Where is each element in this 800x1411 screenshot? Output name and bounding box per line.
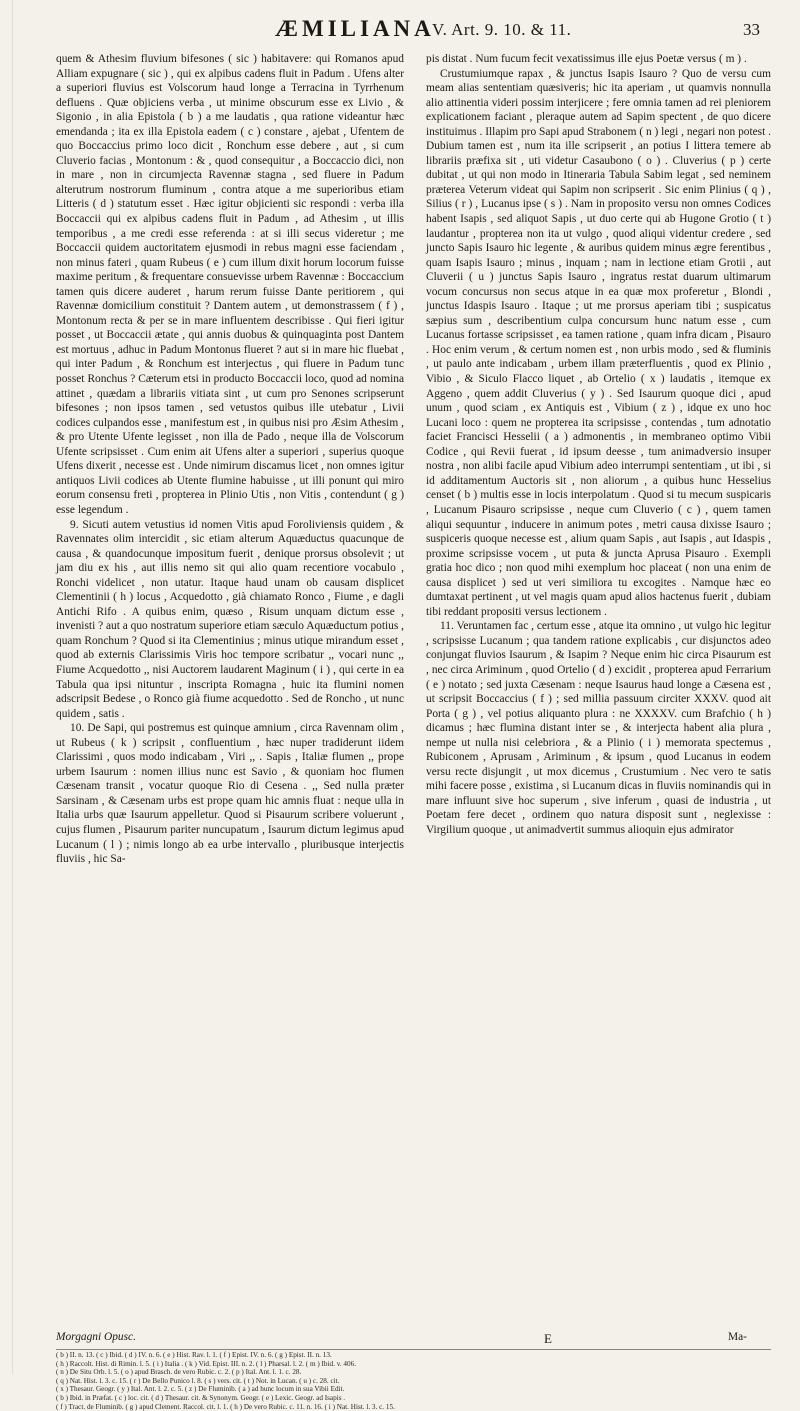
binding-edge xyxy=(12,0,13,1374)
verse-quotation: Crustumiumque rapax , & junctus Isapis Isauro ? Quo de versu cum meam alias sententiam quæsiveris; hic ita aperiam , ut quamvis nonnulla alio attinentia videri possim interjicere ; fere omnia tamen ad rei pleniorem explicationem faciant , pleraque autem ad Sapim spectent , de quo dicere instituimus . Illapim pro Sapi apud Strabonem ( n ) legi , negari non potest . Dubium tamen est , num ita ille scripserit , an potius I littera temere ab librariis præfixa sit , uti videtur Casaubono ( o ) . Cluverius ( p ) certe dubitat , ut qui non modo in Itineraria Tabula Sabim legat , sed neminem præterea Veterum videat qui Sapim non scripserit . Sic enim Plinius ( q ) , Silius ( r ) , Lucanus ipse ( s ) . Nam in proposito versu non omnes Codices habent Isapis , sed aliquot Sapis , ut duo certe qui ab Hugone Grotio ( t ) laudantur , propterea non ita ut vulgo , quod aliqui videntur credere , sed juncto Sapis Isauro hic legente , & auribus quidem minus ægre ferentibus , quam Isapis Isauro ; minus , inquam ; nam in lectione etiam Grotii , aut Cluverii ( u ) junctus Sapis Isauro , ingratus restat duarum ultimarum vocum concursus non secus atque in ea quæ mox proferetur , Blondi , junctus Idaspis Isauro . Itaque ; ut me prorsus aperiam tibi ; suspicatus sæpius sum , describentium culpa concursum hunc natum esse , cum Lucanus fortasse scripsisset , ea tamen ratione , quam infra dicam , Pisauro . Hoc enim verum , & certum nomen est , non urbis modo , sed & fluminis , ut paulo ante indicabam , urbem illam præterfluentis , quod ex Plinio , Vibio , & Siculo Flacco liquet , ab Ortelio ( x ) laudatis , itemque ex Aggeno , quem addit Cluverius ( y ) . Sed Isaurum quoque dici , apud unum , quod sciam , ex Antiquis est , Vibium ( z ) , idque ex uno hoc Lucani loco : quem ne propterea ita scripsisse , contendas , tum adnotatio faciet Francisci Hesselii ( a ) admonentis , in membraneo optimo Vibii Codice , qui Revii fuerat , id ipsum deesse , tum animadversio insuper nostra , non alibi facile apud Vibium adeo interrumpi sententiam , ut ibi , si id additamentum Auctoris sit , non aliorum , a quibus hunc Hesselius censet ( b ) multis esse in locis interpolatum . Quod si tu mecum suspicaris , Lucanum Pisauro scripsisse , neque cum Cluverio ( c ) , quem tamen aliqui sequuntur , inducere in animum potes , metri causa dixisse Isauro ; suspiceris quoque necesse est , alium quam Sapis , aut Isapis , aut Idaspis , proxime scripsisse vocem , ut puta & juncta Aprusa Pisauro . Exempli gratia hoc dico ; non quod mihi exemplum hoc placeat ( non una enim de causa displicet ) sed ut veri similiora tu excogites . Namque hæc eo dumtaxat pertinent , ut vel magis quam apud alios hactenus fuerit , dubiam tibi reddant propositi versus lectionem . xyxy=(426,67,771,618)
running-title: ÆMILIANA xyxy=(275,16,435,41)
paragraph: quem & Athesim fluvium bifesones ( sic ) habitavere: qui Romanos apud Alliam expugnare ( sic ) , qui ex alpibus cadens fluit in Padum . Ufens alter a superiori fluvius est Volscorum haud longe a Terracina in Tyrrhenum defluens . Quæ objiciens verba , ut minime obscurum esse ex Livio , & Sigonio , in alia Epistola ( b ) a me laudatis , qua ratione videantur hæc emendanda ; ita ex illa Epistola eadem ( c ) constare , ajebat , Ufentem de quo Boccaccius primo loco dicit , Ronchum esse debere , aut , si cum Cluverio facias , Montonum : & , quod consequitur , a Boccaccio dici, non in mare , non in circumjecta Ravennæ stagna , sed fluere in Padum alterutrum nostrorum fluminum , contra atque a me superioribus etiam Litteris ( d ) statutum esset . Hæc igitur objicienti sic respondi : verba illa Boccaccii qui ex alpibus cadens fluit in Padum , ad Athesim , ut illis temporibus , a me credi esse referenda : at si illi secus videretur ; me Boccaccii quidem auctoritatem ejusmodi in rebus magni esse faciendam , non minus fateri , quam Rubeus ( e ) cum illum dixit horum locorum fuisse maxime peritum , & frequentare consuevisse urbem Ravennæ : Boccaccium tamen quis dicere auderet , harum rerum fuisse Dante peritiorem , qui Ravennæ domicilium constituit ? Dantem autem , ut demonstrassem ( f ) , Montonum recta & per se in mare influentem describisse . Qui fieri igitur posset , ut Boccaccii ætate , qui annis duobus & quinquaginta post Dantem est mortuus , adhuc in Padum Montonus flueret ? aut si in mare hic fluebat , qui inter Padum , & Ronchum est interjectus , qui fluere in Padum tunc posset Ronchus ? Cæterum etsi in producto Boccaccii loco, quod ad nomina attinet , quædam a librariis vitiata sint , ut cum pro Senones scripserunt bifesones ; non ipsos tamen , sed vetustos quibus ille utebatur , Livii codices culpandos esse , manifestum est , in quibus nisi pro Æsim Athesim , & pro Utente Ufente legisset , non illa de Pado , neque illa de Volscorum Ufente scripsisset . Cum enim ait Ufens alter a superiori , superius quoque Ufens dixerit , necesse est . Unde nimirum discamus licet , non omnes igitur antiquos Livii codices ab Utente flumine habuisse , ut illi ponunt qui miro eorum consensu freti , propterea in Plinio Utis , non Vitis , contendunt ( g ) esse legendum . xyxy=(56,53,404,516)
paragraph: pis distat . Num fucum fecit vexatissimus ille ejus Poetæ versus ( m ) . xyxy=(426,53,747,65)
paragraph: 10. De Sapi, qui postremus est quinque amnium , circa Ravennam olim , ut Rubeus ( k ) scripsit , confluentium , hæc nuper tradiderunt iidem Clarissimi , quos modo indicabam , Viri ,, . Sapis , Italiæ flumen ,, prope urbem Isaurum : nomen illius nunc est Savio , & quoniam hoc flumen Cæsenam transit , vocatur quoque Rio di Cesena . ,, Sed nulla præter Sarsinam , & Cæsenam urbs est prope quam hic amnis fluat : neque ulla in Italia urbs quæ Isaurum appelletur. Quod si Pisaurum scribere voluerunt , cujus flumen , Pisaurum pariter nuncupatum , Isaurum dictum legimus apud Lucanum ( l ) ; nimis longo ab ea urbe intervallo , pluribusque interjectis fluviis , hic Sa- xyxy=(56,722,404,866)
page-number: 33 xyxy=(743,20,760,39)
footnote-line: ( b ) II. n. 13. ( c ) Ibid. ( d ) IV. n. 6. ( e ) Hist. Rav. l. 1. ( f ) Epist. IV. n. 6. ( g ) Epist. II. n. 13. xyxy=(56,1351,332,1359)
footnote-line: ( f ) Tract. de Fluminib. ( g ) apud Clement. Raccol. cit. l. 1. ( h ) De vero Rubic. c. 11. n. 16. ( i ) Nat. Hist. l. 3. c. 15. xyxy=(56,1402,395,1411)
footnote-line: ( x ) Thesaur. Geogr. ( y ) Ital. Ant. l. 2. c. 5. ( z ) De Fluminib. ( a ) ad hunc locum in sua Vibii Edit. xyxy=(56,1385,345,1394)
section-reference: V. Art. 9. 10. & 11. xyxy=(432,20,572,39)
footnote-line: ( b ) Ibid. in Præfat. ( c ) loc. cit. ( d ) Thesaur. cit. & Synonym. Geogr. ( e ) Lexic. Geogr. ad Isapis . xyxy=(56,1393,346,1402)
signature-mark: E xyxy=(544,1331,552,1346)
right-column xyxy=(426,52,771,838)
catchword-next: Ma- xyxy=(728,1331,747,1343)
running-header xyxy=(60,16,760,48)
footnote-line: ( n ) De Situ Orb. l. 5. ( o ) apud Brasch. de vero Rubic. c. 2. ( p ) Ital. Ant. l. 1. c. 28. xyxy=(56,1368,302,1377)
footnote-rule xyxy=(56,1349,771,1350)
footnotes xyxy=(56,1351,771,1411)
footnote-line: ( q ) Nat. Hist. l. 3. c. 15. ( r ) De Bello Punico l. 8. ( s ) vers. cit. ( t ) Not. in Lucan. ( u ) c. 28. cit. xyxy=(56,1376,340,1385)
left-column xyxy=(56,52,404,867)
catchword-author: Morgagni Opusc. xyxy=(56,1331,136,1343)
paragraph: 11. Veruntamen fac , certum esse , atque ita omnino , ut vulgo hic legitur , scripsisse Lucanum ; qua tandem ratione explicabis , cur disjunctos adeo conjungat fluvios Isaurum , & Isapim ? Neque enim hic circa Pisaurum est , nec circa Ariminum , quod Ortelio ( d ) excidit , propterea apud Ferrarium ( e ) notato ; sed juxta Cæsenam : neque Isaurus haud longe a Cæsena est , ut scripsit Boccaccius ( f ) ; sed millia passuum circiter XXXV. quod ait Porta ( g ) , vel potius aliquanto plura : ne XXXXV. cum Brafchio ( h ) dicamus ; hæc flumina distant inter se , & interjecta habent alia plura , nempe ut nulla nisi celebriora , & a Plinio ( i ) memorata spectemus , Rubiconem , Aprusam , Ariminum , & ipsum , quod Lucanus in eodem versu recte disjungit , ut mox dicemus , Crustumium . Nec vero te satis mihi facere posse , existima , si Lucanum dicas in fluviis nominandis qui in mare influunt sive hoc superum , sive inferum , quasi de industria , ut Poetam fere decet , ordinem quo natura disposit sunt , neglexisse : Virgilium quoque , ut animadvertit summus alioquin ejus admirator xyxy=(426,620,771,836)
paragraph: 9. Sicuti autem vetustius id nomen Vitis apud Foroliviensis quidem , & Ravennates olim intercidit , sic etiam alterum Aquæductus quacunque de causa , & quandocunque impositum fuerit , denique prorsus obsolevit ; ut jam diu ex his , aut illis nemo sit qui alio quam recentiore vocabulo , Ronchi videlicet , non utatur. Itaque haud unam ob causam displicet Clementinii ( h ) locus , Acquedotto , già chiamato Ronco , Fiume , e dagli Antichi Rifo . A quibus enim, quæso , Risum unquam dictum esse , invenisti ? aut a quo nostratum superiore etiam sæculo Aquæductum potius , quam Ronchum ? Quod si ita Clementinius ; minus utique mirandum esset , quod ab externis Clarissimis Viris hoc tempore scribatur ,, vocari nunc ,, Fiume Acquedotto ,, nisi Auctorem laudarent Maginum ( i ) , qui certe in ea Tabula qua ipsi nituntur , inscripta Romagna , huic ita flumini nomen adscripsit Bedese , o Ronco già fiume acquedotto . Sed de Roncho , ut nunc quidem , satis . xyxy=(56,518,404,720)
footnote-line: ( h ) Raccolt. Hist. di Rimin. l. 5. ( i ) Italia . ( k ) Vid. Epist. III. n. 2. ( l ) Pharsal. l. 2. ( m ) Ibid. v. 406. xyxy=(56,1359,356,1368)
